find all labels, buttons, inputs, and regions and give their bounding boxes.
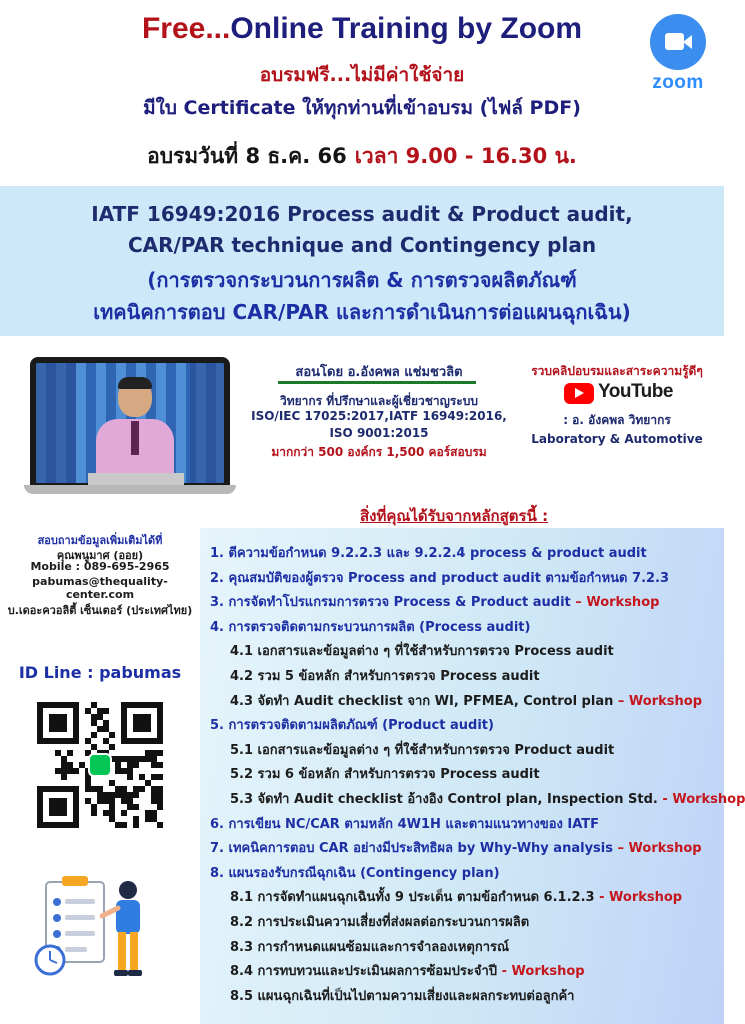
outline-item bbox=[210, 567, 669, 588]
zoom-logo-text: zoom bbox=[652, 72, 704, 93]
contact-mobile: Mobile : 089-695-2965 bbox=[30, 560, 170, 573]
divider bbox=[278, 381, 476, 384]
outline-item bbox=[210, 591, 659, 612]
free-training-line: อบรมฟรี...ไม่มีค่าใช้จ่าย bbox=[259, 64, 465, 86]
outline-item-text: 4.2 รวม 5 ข้อหลัก สำหรับการตรวจ Process audit bbox=[230, 669, 540, 684]
outline-subitem bbox=[230, 936, 509, 957]
outline-item-text: 5. การตรวจติดตามผลิตภัณฑ์ (Product audit) bbox=[210, 718, 494, 734]
outline-item bbox=[210, 862, 500, 883]
youtube-subtitle: Laboratory & Automotive bbox=[531, 432, 703, 446]
outline-item bbox=[210, 813, 599, 834]
course-title-banner bbox=[0, 186, 724, 336]
outline-item-text: 8.5 แผนฉุกเฉินที่เป็นไปตามความเสี่ยงและผลกระทบต่อลูกค้า bbox=[230, 988, 575, 1004]
outline-subitem bbox=[230, 739, 614, 760]
course-outline bbox=[200, 528, 745, 1024]
title-rest: Online Training by Zoom bbox=[230, 12, 583, 45]
outline-item-text: 4.3 จัดทำ Audit checklist จาก WI, PFMEA, Control plan bbox=[230, 693, 614, 709]
youtube-heading: รวบคลิปอบรมและสาระความรู้ดีๆ bbox=[531, 364, 703, 378]
outline-item bbox=[210, 837, 702, 858]
workshop-tag: - Workshop bbox=[657, 792, 745, 807]
instructor-experience: มากกว่า 500 องค์กร 1,500 คอร์สอบรม bbox=[271, 445, 487, 459]
workshop-tag: – Workshop bbox=[570, 595, 660, 611]
course-title-line-4: เทคนิคการตอบ CAR/PAR และการดำเนินการต่อแผนฉุกเฉิน) bbox=[93, 300, 631, 324]
contact-email[interactable]: pabumas@thequality-center.com bbox=[32, 575, 168, 601]
checklist-illustration bbox=[28, 868, 168, 986]
instructor-standards-1: ISO/IEC 17025:2017,IATF 16949:2016, bbox=[251, 409, 507, 423]
outline-item-text: 8.2 การประเมินความเสี่ยงที่ส่งผลต่อกระบวนการผลิต bbox=[230, 915, 530, 930]
outline-item-text: 7. เทคนิคการตอบ CAR อย่างมีประสิทธิผล by Why-Why analysis bbox=[210, 841, 613, 857]
outline-item-text: 4.1 เอกสารและข้อมูลต่าง ๆ ที่ใช้สำหรับการตรวจ Process audit bbox=[230, 644, 614, 660]
outline-item bbox=[210, 616, 530, 637]
outline-item-text: 5.3 จัดทำ Audit checklist อ้างอิง Control plan, Inspection Std. bbox=[230, 792, 658, 807]
training-date bbox=[0, 140, 724, 173]
instructor-photo bbox=[36, 363, 224, 483]
youtube-channel: : อ. อังคพล วิทยากร bbox=[563, 413, 671, 427]
title-free: Free... bbox=[141, 12, 231, 45]
line-id: ID Line : pabumas bbox=[18, 663, 182, 682]
outline-subitem bbox=[230, 960, 585, 981]
outline-subitem bbox=[230, 886, 682, 907]
outline-subitem bbox=[230, 985, 574, 1006]
workshop-tag: – Workshop bbox=[613, 693, 703, 709]
contact-heading: สอบถามข้อมูลเพิ่มเติมได้ที่ bbox=[37, 534, 163, 547]
outline-item-text: 8. แผนรองรับกรณีฉุกเฉิน (Contingency plan) bbox=[210, 865, 500, 881]
outline-item bbox=[210, 714, 494, 735]
laptop-base bbox=[24, 485, 236, 494]
instructor-name: สอนโดย อ.อังคพล แช่มชวลิต bbox=[295, 365, 463, 380]
workshop-tag: – Workshop bbox=[612, 841, 702, 857]
certificate-line: มีใบ Certificate ให้ทุกท่านที่เข้าอบรม (ไฟล์ PDF) bbox=[143, 97, 581, 119]
line-app-icon bbox=[88, 753, 112, 777]
outline-item-text: 8.1 การจัดทำแผนฉุกเฉินทั้ง 9 ประเด็น ตามข้อกำหนด 6.1.2.3 bbox=[230, 890, 595, 906]
instructor-role: วิทยากร ที่ปรึกษาและผู้เชี่ยวชาญระบบ bbox=[279, 394, 478, 408]
instructor-photo-laptop bbox=[30, 357, 230, 485]
course-title-line-1: IATF 16949:2016 Process audit & Product audit, bbox=[91, 202, 633, 226]
outline-item-text: 1. ตีความข้อกำหนด 9.2.2.3 และ 9.2.2.4 process & product audit bbox=[210, 546, 647, 561]
youtube-play-icon[interactable] bbox=[564, 383, 594, 404]
time-text: เวลา 9.00 - 16.30 น. bbox=[354, 144, 577, 168]
outline-item-text: 4. การตรวจติดตามกระบวนการผลิต (Process audit) bbox=[210, 619, 531, 635]
outline-subitem bbox=[230, 763, 540, 784]
contact-company: บ.เดอะควอลิตี้ เซ็นเตอร์ (ประเทศไทย) bbox=[7, 604, 193, 617]
outline-subitem bbox=[230, 640, 614, 661]
outline-subitem bbox=[230, 788, 745, 809]
contact-person: คุณพนูมาศ (ออย) bbox=[56, 549, 144, 562]
outline-item-text: 8.4 การทบทวนและประเมินผลการซ้อมประจำปี bbox=[230, 964, 498, 980]
date-text: อบรมวันที่ 8 ธ.ค. 66 bbox=[147, 144, 347, 168]
page-title bbox=[0, 12, 724, 46]
workshop-tag: - Workshop bbox=[594, 890, 683, 906]
outline-subitem bbox=[230, 911, 529, 932]
outline-title: สิ่งที่คุณได้รับจากหลักสูตรนี้ : bbox=[360, 507, 549, 525]
outline-item-text: 3. การจัดทำโปรแกรมการตรวจ Process & Product audit bbox=[210, 595, 571, 611]
outline-item-text: 5.2 รวม 6 ข้อหลัก สำหรับการตรวจ Process audit bbox=[230, 767, 540, 783]
course-title-line-3: (การตรวจกระบวนการผลิต & การตรวจผลิตภัณฑ์ bbox=[147, 268, 577, 292]
youtube-logo-text[interactable]: YouTube bbox=[598, 381, 673, 402]
line-qr-code[interactable] bbox=[37, 702, 163, 828]
outline-item bbox=[210, 542, 647, 563]
outline-subitem bbox=[230, 690, 702, 711]
course-title-line-2: CAR/PAR technique and Contingency plan bbox=[127, 233, 597, 257]
outline-item-text: 6. การเขียน NC/CAR ตามหลัก 4W1H และตามแนวทางของ IATF bbox=[210, 816, 600, 832]
outline-item-text: 5.1 เอกสารและข้อมูลต่าง ๆ ที่ใช้สำหรับการตรวจ Product audit bbox=[230, 742, 615, 758]
instructor-standards-2: ISO 9001:2015 bbox=[329, 426, 429, 440]
outline-subitem bbox=[230, 665, 540, 686]
workshop-tag: - Workshop bbox=[497, 964, 585, 980]
outline-item-text: 8.3 การกำหนดแผนซ้อมและการจำลองเหตุการณ์ bbox=[230, 939, 510, 955]
outline-item-text: 2. คุณสมบัติของผู้ตรวจ Process and product audit ตามข้อกำหนด 7.2.3 bbox=[210, 570, 670, 586]
